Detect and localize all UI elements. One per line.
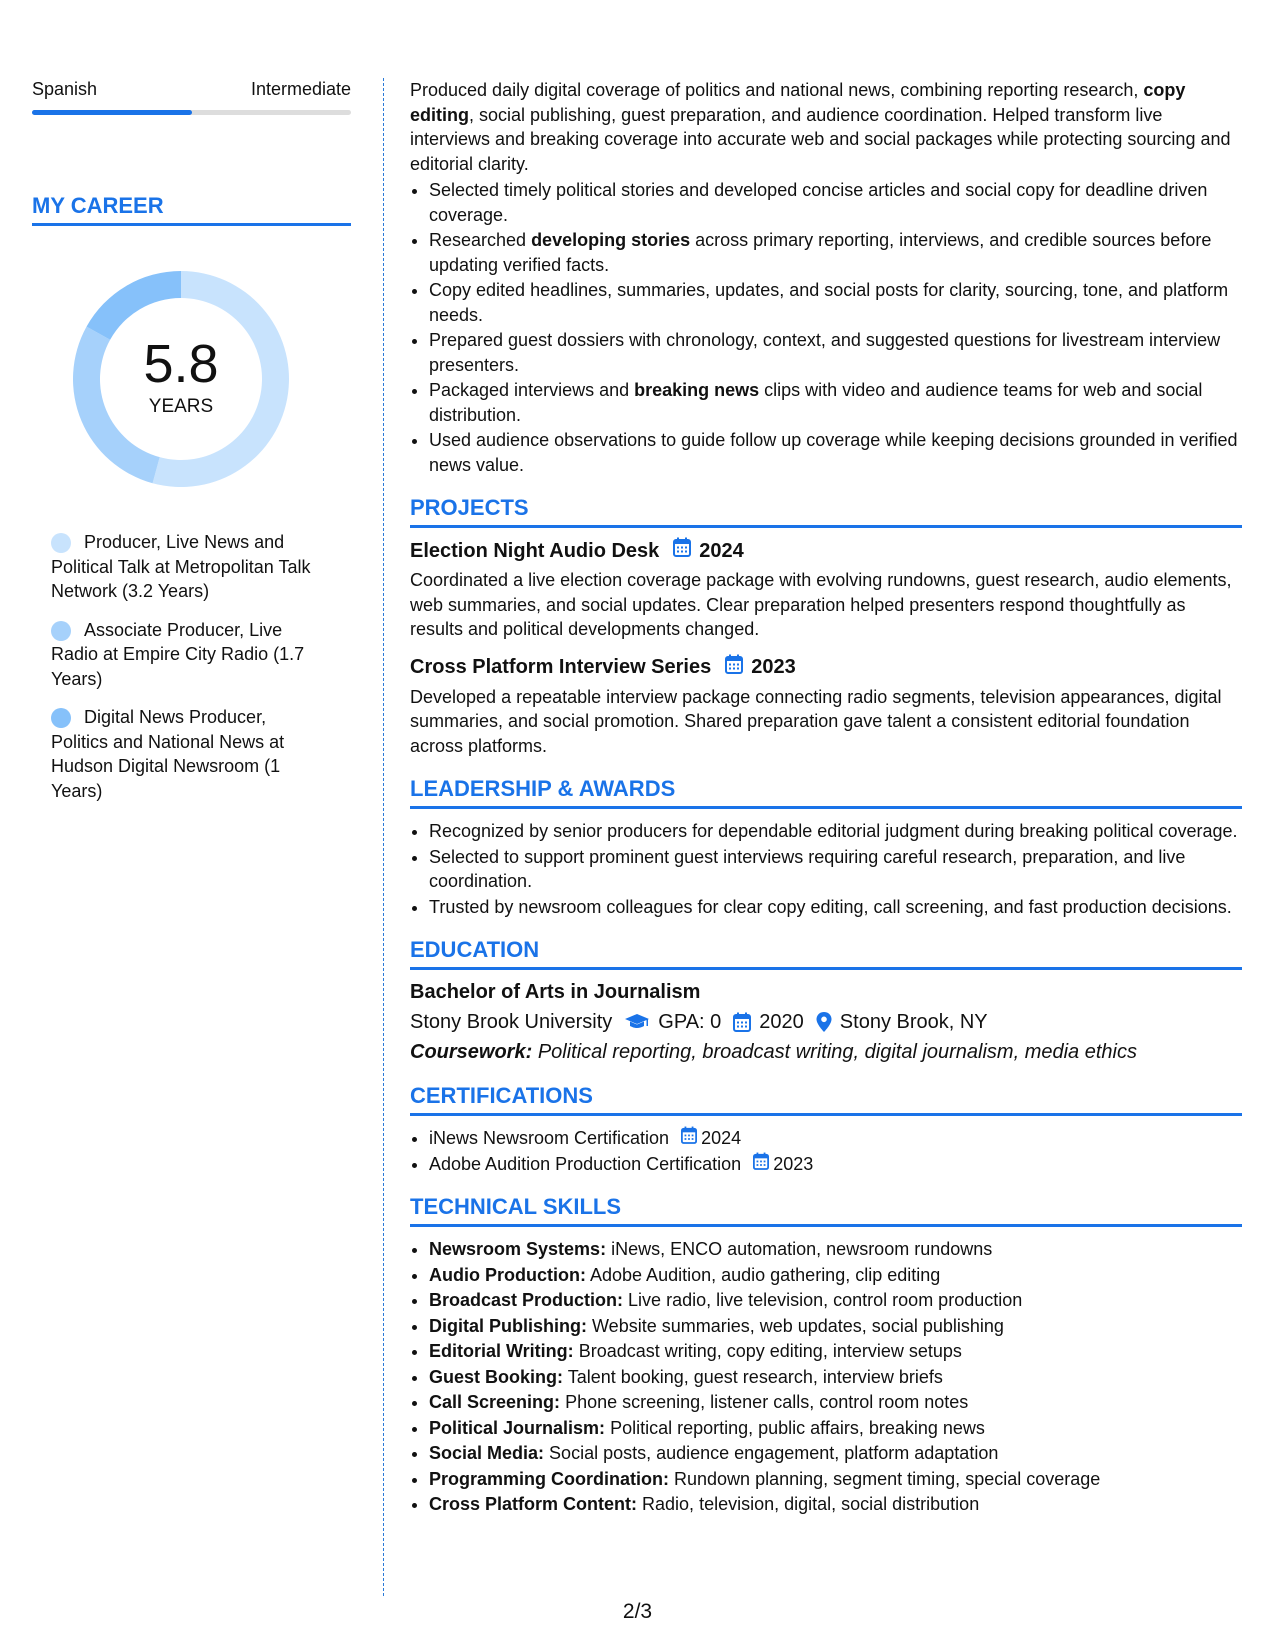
bullet-text: across primary reporting, interviews, and credible sources before updating verified facts. <box>429 230 1212 275</box>
leadership-section-rule <box>410 806 1242 809</box>
bullet-text: Packaged interviews and <box>429 380 635 400</box>
experience-bullet <box>429 228 1242 277</box>
legend-dot <box>51 533 71 553</box>
skills-section-rule <box>410 1224 1242 1227</box>
skill-item <box>429 1467 1242 1492</box>
donut-center <box>66 264 296 494</box>
language-name: Spanish <box>32 79 98 99</box>
skill-label: Newsroom Systems: <box>429 1239 607 1259</box>
education-coursework <box>410 1039 1242 1065</box>
language-proficiency-bar <box>32 110 351 115</box>
coursework-label: Coursework: <box>410 1041 533 1063</box>
language-proficiency-fill <box>32 110 192 115</box>
graduation-cap-icon <box>624 1012 650 1032</box>
experience-bullet <box>429 378 1242 427</box>
calendar-icon <box>733 1012 751 1032</box>
education-school: Stony Brook University <box>410 1011 613 1033</box>
legend-item <box>51 705 321 803</box>
project-name: Election Night Audio Desk <box>410 539 660 562</box>
legend-dot <box>51 621 71 641</box>
project-description: Developed a repeatable interview package connecting radio segments, television appearances, digital summaries, and social promotion. Shared preparation gave talent a consistent editorial foundation across platforms. <box>410 686 1222 756</box>
skill-label: Call Screening: <box>429 1392 561 1412</box>
skill-item <box>429 1339 1242 1364</box>
experience-bullet: • Selected timely political stories and developed concise articles and social copy for deadline driven coverage. <box>429 178 1242 227</box>
education-details <box>410 1009 1242 1035</box>
summary-text: Produced daily digital coverage of politics and national news, combining reporting research, <box>410 80 1144 100</box>
experience-bullet: • Copy edited headlines, summaries, updates, and social posts for clarity, sourcing, tone, and platform needs. <box>429 278 1242 327</box>
certifications-list <box>410 1126 1242 1176</box>
skill-label: Digital Publishing: <box>429 1315 587 1336</box>
certification-item <box>429 1126 1242 1151</box>
legend-label: Producer, Live News and Political Talk at Metropolitan Talk Network (3.2 Years) <box>51 532 311 601</box>
skill-value: Radio, television, digital, social distribution <box>642 1494 980 1514</box>
skill-item <box>429 1416 1242 1441</box>
projects-section <box>410 495 1242 758</box>
summary-bold: copy editing <box>410 80 1186 125</box>
calendar-icon <box>673 537 691 564</box>
page-number: 2/3 <box>622 1600 653 1623</box>
language-level: Intermediate <box>250 79 351 99</box>
experience-bullets <box>410 178 1242 477</box>
skill-value: Live radio, live television, control room production <box>628 1290 1023 1310</box>
skill-label: Cross Platform Content: <box>429 1494 638 1514</box>
coursework-text: Political reporting, broadcast writing, digital journalism, media ethics <box>537 1041 1137 1063</box>
skill-label: Broadcast Production: <box>429 1290 624 1310</box>
education-year: 2020 <box>759 1011 804 1033</box>
leadership-list <box>410 819 1242 919</box>
skill-label: Social Media: <box>429 1443 545 1463</box>
bullet-bold: developing stories <box>531 230 691 250</box>
leadership-item: • Selected to support prominent guest interviews requiring careful research, preparation, and live coordination. <box>429 845 1242 894</box>
skill-value: Rundown planning, segment timing, special coverage <box>674 1468 1101 1489</box>
project-year: 2024 <box>699 539 744 562</box>
skill-value: Social posts, audience engagement, platform adaptation <box>549 1443 999 1463</box>
certification-year: 2023 <box>773 1153 814 1174</box>
education-section-rule <box>410 967 1242 970</box>
education-gpa: GPA: 0 <box>658 1011 722 1033</box>
certifications-section-rule <box>410 1113 1242 1116</box>
legend-label: Digital News Producer, Politics and National News at Hudson Digital Newsroom (1 Years) <box>51 707 285 801</box>
bullet-text: clips with video and audience teams for web and social distribution. <box>429 380 1203 425</box>
career-section-rule <box>32 223 351 226</box>
legend-item <box>51 530 321 604</box>
bullet-text: Researched <box>429 230 532 250</box>
leadership-section-title: LEADERSHIP & AWARDS <box>410 776 676 801</box>
skill-value: Adobe Audition, audio gathering, clip editing <box>590 1264 941 1285</box>
leadership-item: • Trusted by newsroom colleagues for clear copy editing, call screening, and fast production decisions. <box>429 895 1242 920</box>
leadership-section <box>410 776 1242 919</box>
column-divider <box>383 78 384 1596</box>
skill-value: Talent booking, guest research, interview briefs <box>567 1366 943 1387</box>
skills-section-title: TECHNICAL SKILLS <box>410 1194 622 1219</box>
skill-item <box>429 1263 1242 1288</box>
bullet-bold: breaking news <box>634 380 760 400</box>
career-legend <box>32 530 351 803</box>
project-heading <box>410 537 1242 564</box>
skill-value: Phone screening, listener calls, control room notes <box>565 1392 969 1412</box>
projects-section-title: PROJECTS <box>410 495 529 520</box>
legend-label: Associate Producer, Live Radio at Empire City Radio (1.7 Years) <box>51 619 305 689</box>
experience-bullet: • Prepared guest dossiers with chronology, context, and suggested questions for livestream interview presenters. <box>429 328 1242 377</box>
project-heading <box>410 654 1242 681</box>
main-content <box>410 78 1242 1518</box>
skills-list <box>410 1237 1242 1517</box>
skills-section <box>410 1194 1242 1517</box>
experience-bullet: • Used audience observations to guide follow up coverage while keeping decisions grounded in verified news value. <box>429 428 1242 477</box>
project-name: Cross Platform Interview Series <box>410 656 712 678</box>
location-pin-icon <box>816 1012 832 1032</box>
skill-value: Political reporting, public affairs, breaking news <box>610 1417 985 1438</box>
education-section-title: EDUCATION <box>410 937 540 962</box>
skill-label: Guest Booking: <box>429 1366 563 1387</box>
skill-item <box>429 1390 1242 1415</box>
career-donut-chart <box>66 264 296 494</box>
career-section-title: MY CAREER <box>32 193 164 218</box>
sidebar <box>32 78 351 817</box>
project-year: 2023 <box>751 656 796 678</box>
skill-item <box>429 1237 1242 1262</box>
education-section <box>410 937 1242 1065</box>
certification-name: • Adobe Audition Production Certification <box>429 1153 742 1174</box>
skill-item <box>429 1492 1242 1517</box>
calendar-icon <box>725 654 743 681</box>
certification-item <box>429 1152 1242 1177</box>
project-description: Coordinated a live election coverage package with evolving rundowns, guest research, audio elements, web summaries, and social updates. Clear preparation helped presenters respond thoughtfully as results and political developments changed. <box>410 570 1232 639</box>
career-total-unit: YEARS <box>148 396 214 417</box>
career-total-years: 5.8 <box>143 334 219 394</box>
skill-value: iNews, ENCO automation, newsroom rundowns <box>611 1239 993 1259</box>
legend-dot <box>51 708 71 728</box>
experience-summary <box>410 78 1242 176</box>
leadership-item: • Recognized by senior producers for dependable editorial judgment during breaking political coverage. <box>429 819 1242 844</box>
skill-value: Broadcast writing, copy editing, interview setups <box>578 1341 962 1361</box>
language-row <box>32 78 351 100</box>
education-location: Stony Brook, NY <box>839 1011 988 1033</box>
skill-item <box>429 1314 1242 1339</box>
certification-name: • iNews Newsroom Certification <box>429 1128 670 1148</box>
calendar-icon <box>753 1152 769 1177</box>
certifications-section <box>410 1083 1242 1176</box>
skill-item <box>429 1288 1242 1313</box>
certifications-section-title: CERTIFICATIONS <box>410 1083 593 1108</box>
education-degree: Bachelor of Arts in Journalism <box>410 981 701 1003</box>
legend-item <box>51 618 321 692</box>
skill-item <box>429 1365 1242 1390</box>
certification-year: 2024 <box>701 1128 742 1148</box>
calendar-icon <box>681 1126 697 1151</box>
skill-value: Website summaries, web updates, social publishing <box>592 1315 1004 1336</box>
skill-label: Editorial Writing: <box>429 1341 574 1361</box>
skill-label: Political Journalism: <box>429 1417 606 1438</box>
projects-section-rule <box>410 525 1242 528</box>
skill-label: Programming Coordination: <box>429 1468 669 1489</box>
skill-item <box>429 1441 1242 1466</box>
summary-text: , social publishing, guest preparation, and audience coordination. Helped transform live interviews and breaking coverage into accurate web and social packages while protecting sourcing and editorial clarity. <box>410 104 1231 174</box>
skill-label: Audio Production: <box>429 1264 586 1285</box>
